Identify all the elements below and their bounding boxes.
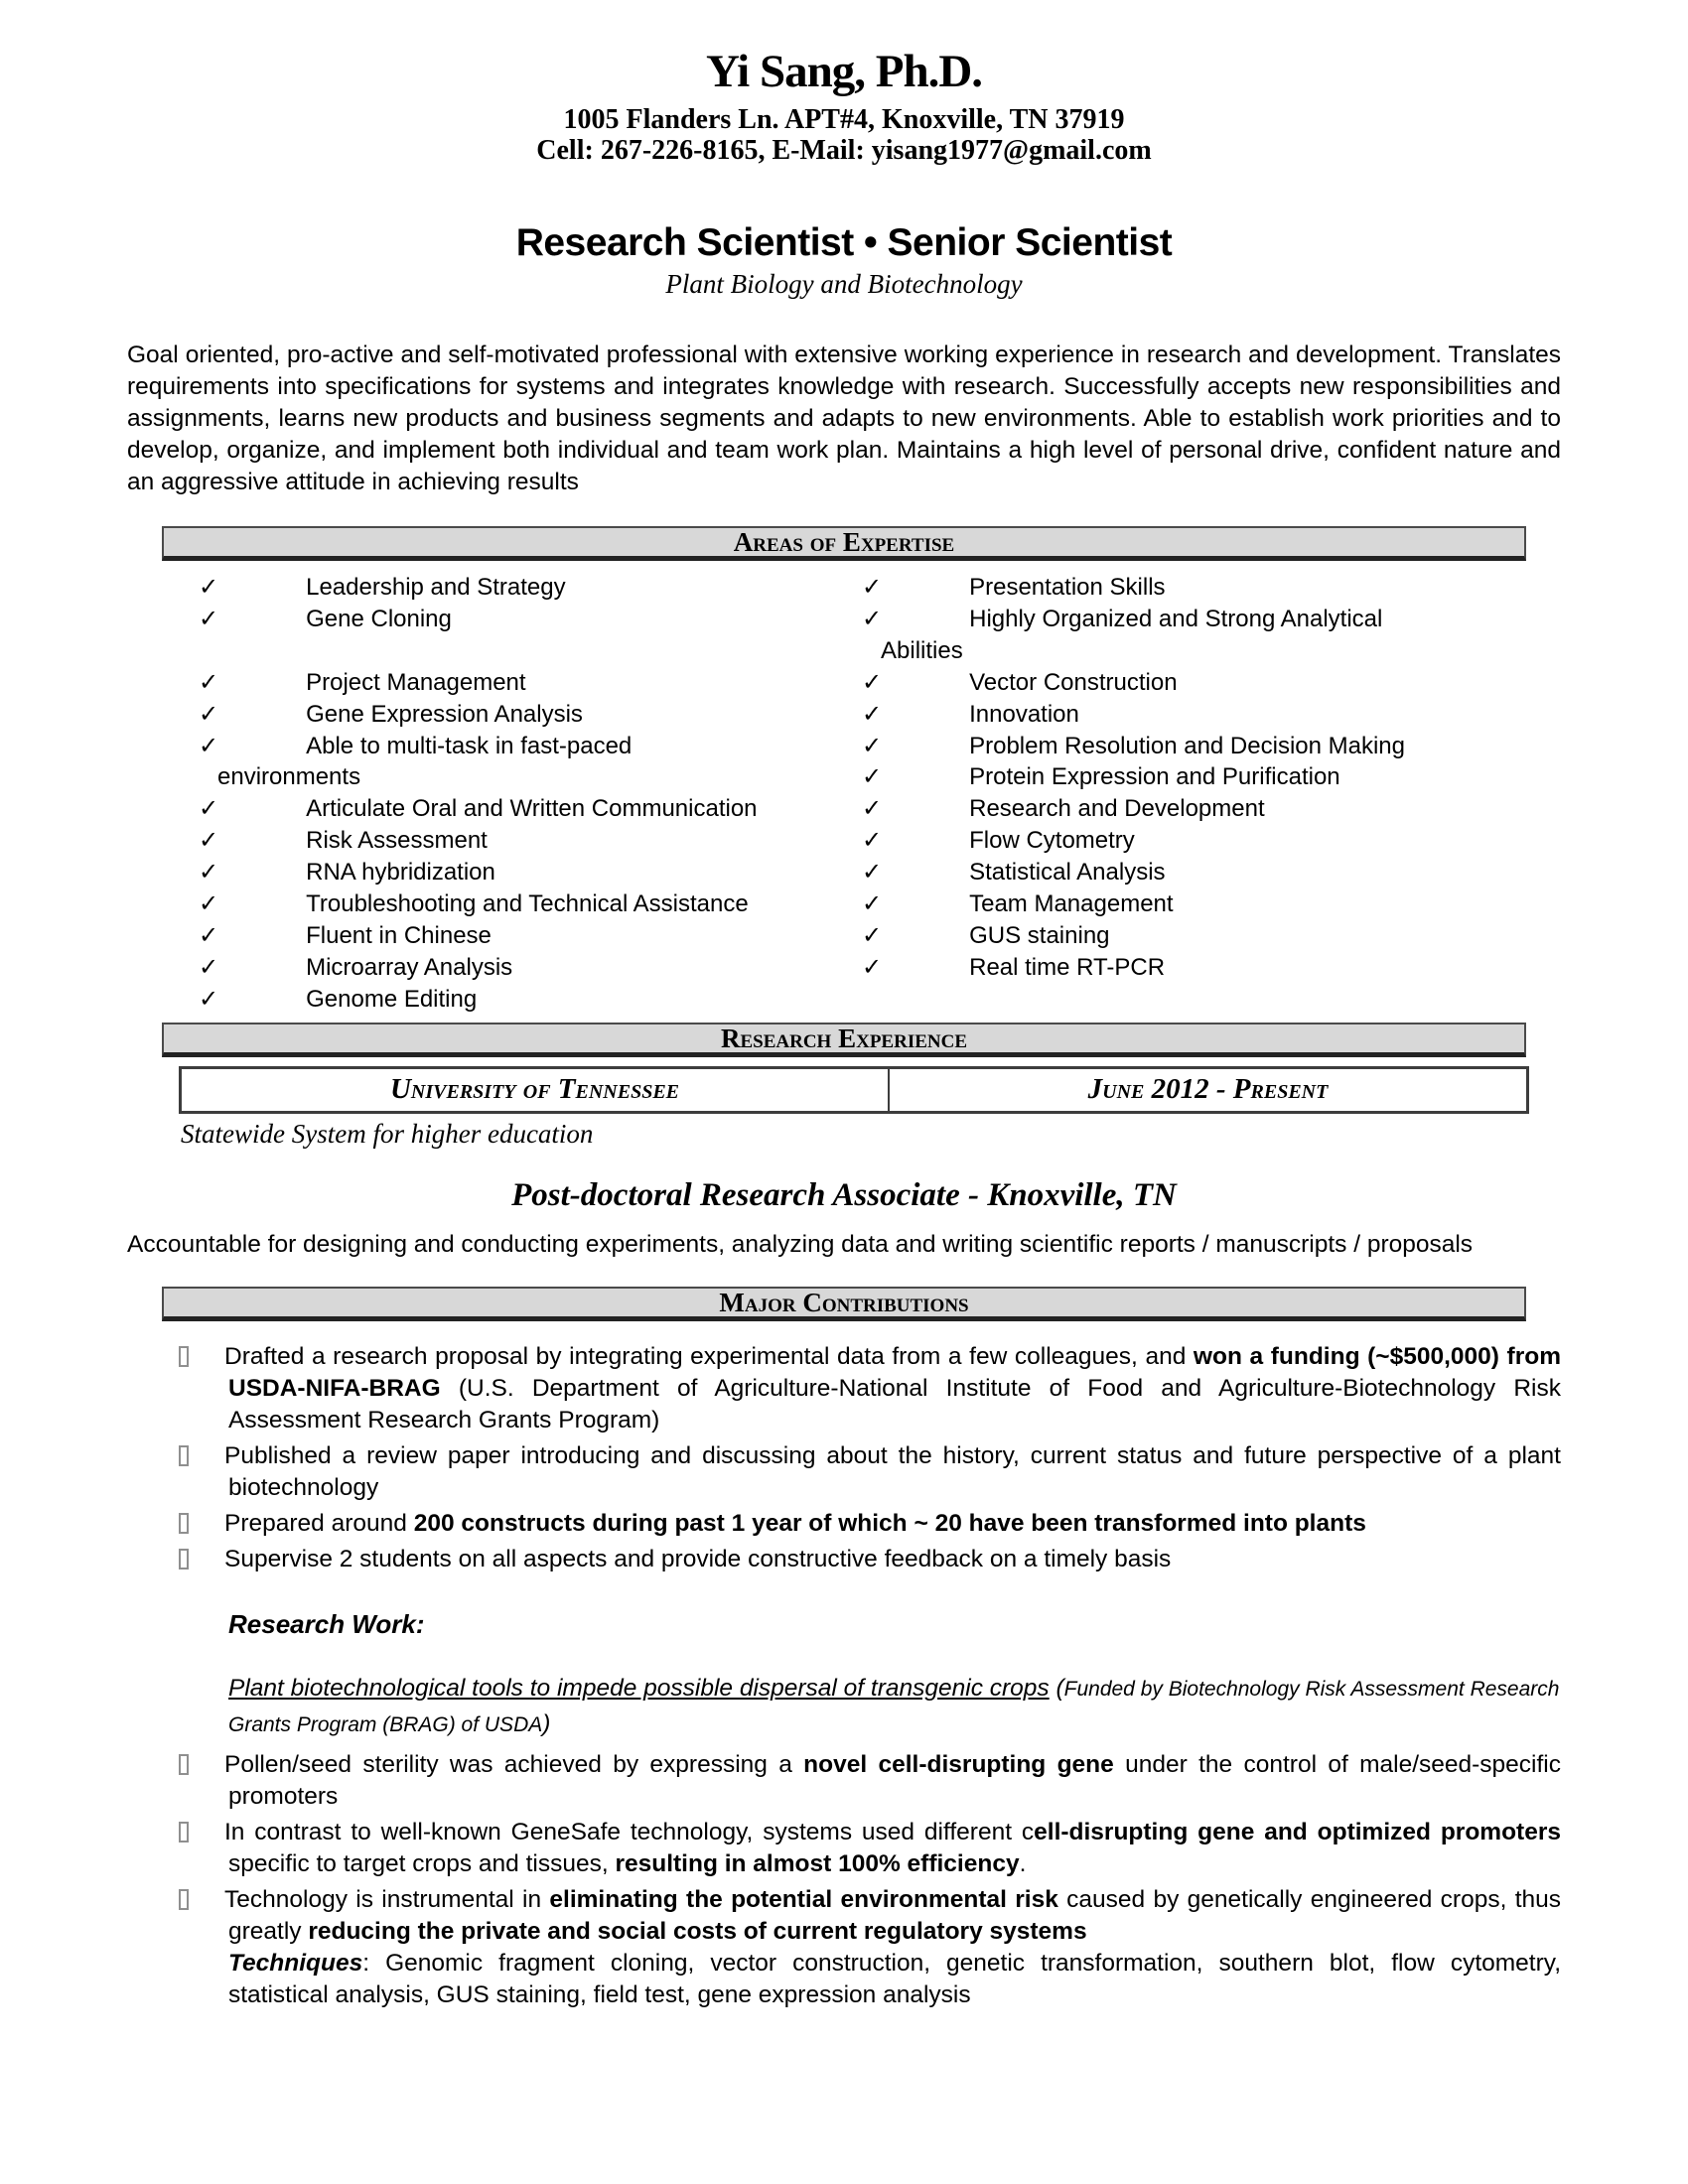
expertise-item-label: RNA hybridization: [306, 859, 495, 887]
check-icon: ✓: [862, 890, 883, 918]
check-icon: ✓: [199, 985, 219, 1013]
bullet-box-icon: [179, 1889, 189, 1910]
text-segment: Pollen/seed sterility was achieved by expressing a: [224, 1750, 804, 1778]
expertise-item-label: Real time RT-PCR: [969, 953, 1166, 981]
role-subtitle: Plant Biology and Biotechnology: [665, 269, 1023, 299]
expertise-item: [199, 952, 790, 984]
text-segment: (: [1049, 1674, 1064, 1702]
expertise-item: [862, 604, 1561, 667]
expertise-item-label: Troubleshooting and Technical Assistance: [306, 890, 749, 918]
role-title: Research Scientist • Senior Scientist: [515, 221, 1173, 264]
expertise-item: [199, 920, 790, 952]
text-segment: under the control of male/seed-specific promoters: [228, 1750, 1561, 1810]
check-icon: ✓: [862, 574, 883, 601]
check-icon: ✓: [199, 732, 219, 759]
expertise-item-label: environments: [217, 763, 361, 791]
check-icon: ✓: [199, 890, 219, 918]
check-icon: ✓: [199, 700, 219, 728]
text-segment: Supervise 2 students on all aspects and provide constructive feedback on a timely basis: [224, 1545, 1172, 1572]
text-segment: : Genomic fragment cloning, vector construction, genetic transformation, southern blot, flow cytometry, statistical analysis, GUS staining, field test, gene expression analysis: [228, 1949, 1561, 2008]
text-segment: (U.S. Department of Agriculture-National Institute of Food and Agriculture-Biotechnology Risk Assessment Research Grants Program): [228, 1374, 1561, 1433]
bullet-item: [224, 1341, 1561, 1436]
text-segment: .: [1019, 1849, 1027, 1877]
check-icon: ✓: [199, 795, 219, 823]
project-title: [228, 1671, 1561, 1742]
bullet-box-icon: [179, 1549, 189, 1570]
expertise-item: [862, 731, 1561, 762]
expertise-item-label: Gene Cloning: [306, 605, 452, 632]
expertise-item: [862, 920, 1561, 952]
bullet-item: [224, 1544, 1561, 1575]
expertise-item-label: Risk Assessment: [306, 827, 488, 855]
expertise-item: [199, 699, 790, 731]
check-icon: ✓: [862, 921, 883, 949]
bullet-item: [224, 1440, 1561, 1504]
expertise-item-label: Abilities: [881, 636, 963, 664]
expertise-item: [199, 572, 790, 604]
expertise-item: [199, 667, 790, 699]
job-summary: Accountable for designing and conducting experiments, analyzing data and writing scientific reports / manuscripts / proposals: [127, 1230, 1474, 1258]
employer-cell: University of Tennessee: [182, 1069, 890, 1111]
check-icon: ✓: [862, 763, 883, 791]
bullet-item: [224, 1508, 1561, 1540]
expertise-item-label: Protein Expression and Purification: [969, 763, 1340, 791]
check-icon: ✓: [199, 668, 219, 696]
expertise-item: [862, 667, 1561, 699]
check-icon: ✓: [862, 953, 883, 981]
check-icon: ✓: [199, 921, 219, 949]
expertise-item-label: Able to multi-task in fast-paced: [306, 732, 633, 759]
text-segment: ell-disrupting gene and optimized promoters: [1034, 1818, 1561, 1845]
expertise-item-label: GUS staining: [969, 921, 1110, 949]
expertise-item-label: Research and Development: [969, 795, 1265, 823]
text-segment: caused by genetically engineered crops, thus greatly: [228, 1885, 1561, 1945]
dates-cell: June 2012 - Present: [1087, 1072, 1329, 1105]
expertise-item: [862, 572, 1561, 604]
check-icon: ✓: [199, 605, 219, 632]
expertise-item-label: Fluent in Chinese: [306, 921, 492, 949]
expertise-column-left: [127, 572, 790, 1016]
section-header-research-experience: Research Experience: [162, 1023, 1526, 1057]
expertise-item: [199, 825, 790, 857]
bullet-box-icon: [179, 1445, 189, 1466]
text-segment: Techniques: [228, 1949, 363, 1977]
expertise-item-label: Team Management: [969, 890, 1174, 918]
experience-table: [179, 1066, 1529, 1114]
expertise-item: [862, 699, 1561, 731]
text-segment: won a funding (~$500,000) from USDA-NIFA-BRAG: [228, 1342, 1561, 1402]
expertise-item: [862, 793, 1561, 825]
expertise-item: [199, 984, 790, 1016]
header-address: 1005 Flanders Ln. APT#4, Knoxville, TN 37919: [563, 104, 1125, 135]
expertise-checklist: [127, 572, 1561, 1016]
text-segment: Plant biotechnological tools to impede possible dispersal of transgenic crops: [228, 1674, 1050, 1702]
expertise-item: [199, 731, 790, 794]
bullet-box-icon: [179, 1513, 189, 1534]
check-icon: ✓: [199, 827, 219, 855]
expertise-item-label: Gene Expression Analysis: [306, 700, 583, 728]
bullet-box-icon: [179, 1754, 189, 1775]
text-segment: 200 constructs during past 1 year of which ~ 20 have been transformed into plants: [413, 1509, 1366, 1537]
text-segment: ): [542, 1709, 551, 1737]
research-work-bullets: [127, 1749, 1561, 2011]
expertise-item-label: Innovation: [969, 700, 1079, 728]
bullet-item: [224, 1749, 1561, 1813]
check-icon: ✓: [862, 795, 883, 823]
text-segment: eliminating the potential environmental risk: [549, 1885, 1058, 1913]
research-work-heading: Research Work:: [228, 1608, 425, 1639]
expertise-item-label: Articulate Oral and Written Communication: [306, 795, 758, 823]
summary-paragraph: Goal oriented, pro-active and self-motivated professional with extensive working experience in research and development. Translates requirements into specifications for systems and integrates knowledge with research. Successfully accepts new responsibilities and assignments, learns new products and business segments and adapts to new environments. Able to establish work priorities and to develop, organize, and implement both individual and team work plan. Maintains a high level of personal drive, confident nature and an aggressive attitude in achieving results: [127, 341, 1561, 495]
check-icon: ✓: [862, 732, 883, 759]
bullet-box-icon: [179, 1346, 189, 1367]
header-contact: Cell: 267-226-8165, E-Mail: yisang1977@gmail.com: [536, 135, 1152, 166]
expertise-item-label: Leadership and Strategy: [306, 574, 566, 601]
text-segment: In contrast to well-known GeneSafe technology, systems used different c: [224, 1818, 1035, 1845]
check-icon: ✓: [862, 827, 883, 855]
bullet-item: [224, 1817, 1561, 1880]
header-name: Yi Sang, Ph.D.: [705, 46, 983, 97]
bullet-box-icon: [179, 1822, 189, 1843]
expertise-item: [862, 857, 1561, 888]
expertise-item-label: Genome Editing: [306, 985, 478, 1013]
employer-note: Statewide System for higher education: [181, 1118, 594, 1149]
text-segment: novel cell-disrupting gene: [803, 1750, 1114, 1778]
check-icon: ✓: [862, 859, 883, 887]
contributions-list: [127, 1341, 1561, 1575]
expertise-item: [217, 635, 790, 667]
check-icon: ✓: [199, 574, 219, 601]
expertise-item-label: Microarray Analysis: [306, 953, 513, 981]
job-title: Post-doctoral Research Associate - Knoxville, TN: [511, 1176, 1177, 1213]
expertise-item: [862, 761, 1561, 793]
section-header-major-contributions: Major Contributions: [162, 1287, 1526, 1321]
check-icon: ✓: [862, 668, 883, 696]
expertise-item-label: Statistical Analysis: [969, 859, 1166, 887]
text-segment: reducing the private and social costs of current regulatory systems: [308, 1917, 1087, 1945]
expertise-item: [199, 857, 790, 888]
text-segment: Drafted a research proposal by integrating experimental data from a few colleagues, and: [224, 1342, 1194, 1370]
expertise-item: [862, 888, 1561, 920]
expertise-column-right: [790, 572, 1561, 1016]
check-icon: ✓: [199, 953, 219, 981]
text-segment: Prepared around: [224, 1509, 414, 1537]
expertise-item: [199, 604, 790, 635]
check-icon: ✓: [862, 605, 883, 632]
expertise-item: [862, 952, 1561, 984]
text-segment: Published a review paper introducing and discussing about the history, current status and future perspective of a plant biotechnology: [224, 1441, 1561, 1501]
text-segment: Technology is instrumental in: [224, 1885, 550, 1913]
expertise-item-label: Problem Resolution and Decision Making: [969, 732, 1405, 759]
expertise-item: [199, 888, 790, 920]
bullet-item: [224, 1884, 1561, 2011]
expertise-item-label: Presentation Skills: [969, 574, 1166, 601]
text-segment: specific to target crops and tissues,: [228, 1849, 616, 1877]
expertise-item-label: Highly Organized and Strong Analytical: [969, 605, 1383, 632]
expertise-item-label: Flow Cytometry: [969, 827, 1135, 855]
text-segment: Funded by Biotechnology Risk Assessment Research Grants Program (BRAG) of USDA: [228, 1677, 1560, 1736]
text-segment: resulting in almost 100% efficiency: [615, 1849, 1020, 1877]
expertise-item-label: Project Management: [306, 668, 526, 696]
check-icon: ✓: [862, 700, 883, 728]
check-icon: ✓: [199, 859, 219, 887]
expertise-item: [862, 825, 1561, 857]
expertise-item: [199, 793, 790, 825]
expertise-item-label: Vector Construction: [969, 668, 1178, 696]
section-header-areas-of-expertise: Areas of Expertise: [162, 526, 1526, 561]
